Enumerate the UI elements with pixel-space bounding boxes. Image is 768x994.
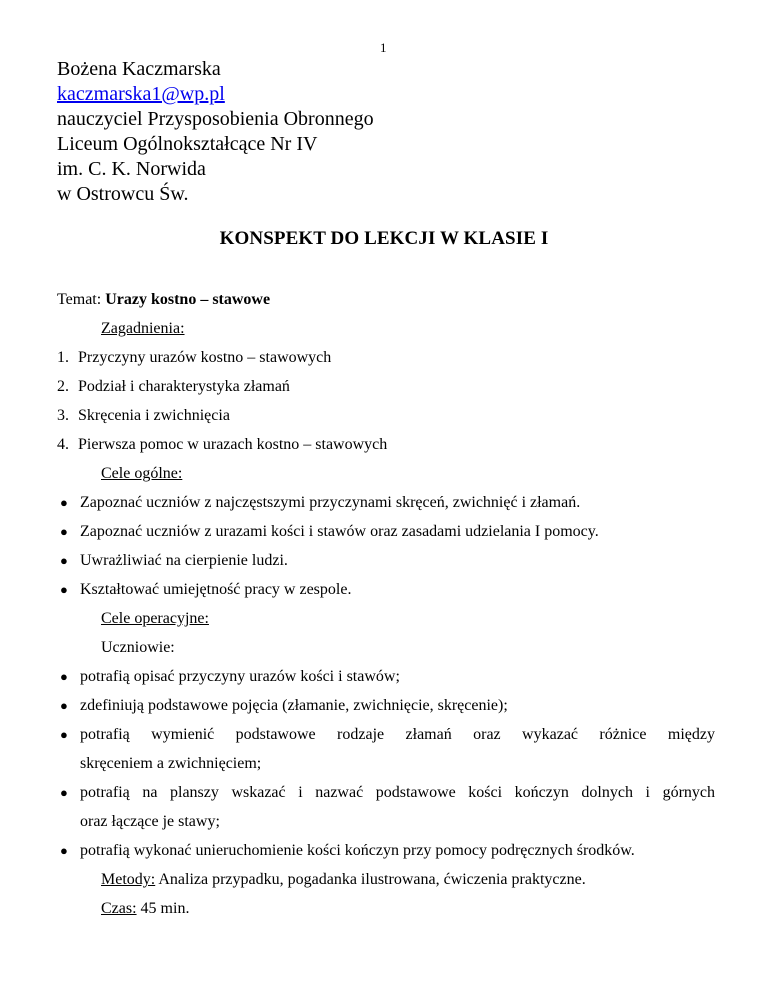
operational-goal-item: ● potrafią wykonać unieruchomienie kości kończyn przy pomocy podręcznych środków. (57, 836, 715, 865)
bullet-icon: ● (60, 843, 68, 858)
operational-goals-subheading: Uczniowie: (101, 639, 175, 656)
author-block (57, 57, 374, 207)
author-name: Bożena Kaczmarska (57, 58, 221, 80)
bullet-icon: ● (60, 524, 68, 539)
topic-value: Urazy kostno – stawowe (105, 291, 271, 308)
topic-line (57, 285, 715, 314)
issues-heading: Zagadnienia: (101, 320, 185, 337)
bullet-icon: ● (60, 669, 68, 684)
bullet-icon: ● (60, 785, 68, 800)
bullet-icon: ● (60, 582, 68, 597)
issue-item: 3. Skręcenia i zwichnięcia (57, 407, 230, 424)
time-line (57, 894, 715, 923)
author-role: nauczyciel Przysposobienia Obronnego (57, 108, 374, 130)
operational-goal-item: ● potrafią opisać przyczyny urazów kości i stawów; (57, 662, 715, 691)
author-email-link[interactable]: kaczmarska1@wp.pl (57, 83, 225, 105)
methods-value: Analiza przypadku, pogadanka ilustrowana, ćwiczenia praktyczne. (155, 871, 586, 888)
issue-item: 2. Podział i charakterystyka złamań (57, 378, 290, 395)
author-city: w Ostrowcu Św. (57, 183, 189, 205)
methods-label: Metody: (101, 871, 156, 888)
operational-goals-heading: Cele operacyjne: (101, 610, 209, 627)
page-number: 1 (380, 40, 387, 55)
bullet-icon: ● (60, 698, 68, 713)
operational-goal-item-continuation: oraz łączące je stawy; (80, 813, 220, 830)
operational-goal-item: ● zdefiniują podstawowe pojęcia (złamanie, zwichnięcie, skręcenie); (57, 691, 715, 720)
bullet-icon: ● (60, 727, 68, 742)
operational-goal-item-continuation: skręceniem a zwichnięciem; (80, 755, 262, 772)
general-goal-item: ● Kształtować umiejętność pracy w zespole. (57, 575, 715, 604)
general-goals-heading: Cele ogólne: (101, 465, 183, 482)
bullet-icon: ● (60, 553, 68, 568)
general-goal-item: ● Zapoznać uczniów z najczęstszymi przyczynami skręceń, zwichnięć i złamań. (57, 488, 715, 517)
issue-item: 1. Przyczyny urazów kostno – stawowych (57, 349, 332, 366)
author-school: Liceum Ogólnokształcące Nr IV (57, 133, 318, 155)
document-title: KONSPEKT DO LEKCJI W KLASIE I (219, 228, 549, 249)
general-goal-item: ● Zapoznać uczniów z urazami kości i stawów oraz zasadami udzielania I pomocy. (57, 517, 715, 546)
topic-label: Temat: (57, 291, 106, 308)
operational-goal-item: ● potrafią wymienić podstawowe rodzaje złamań oraz wykazać różnice między (57, 720, 715, 749)
operational-goal-item: ● potrafią na planszy wskazać i nazwać podstawowe kości kończyn dolnych i górnych (57, 778, 715, 807)
bullet-icon: ● (60, 495, 68, 510)
issue-item: 4. Pierwsza pomoc w urazach kostno – stawowych (57, 436, 388, 453)
time-label: Czas: (101, 900, 137, 917)
author-school-patron: im. C. K. Norwida (57, 158, 206, 180)
time-value: 45 min. (136, 900, 190, 917)
methods-line (57, 865, 715, 894)
lesson-plan-body (57, 285, 715, 923)
general-goal-item: ● Uwrażliwiać na cierpienie ludzi. (57, 546, 715, 575)
